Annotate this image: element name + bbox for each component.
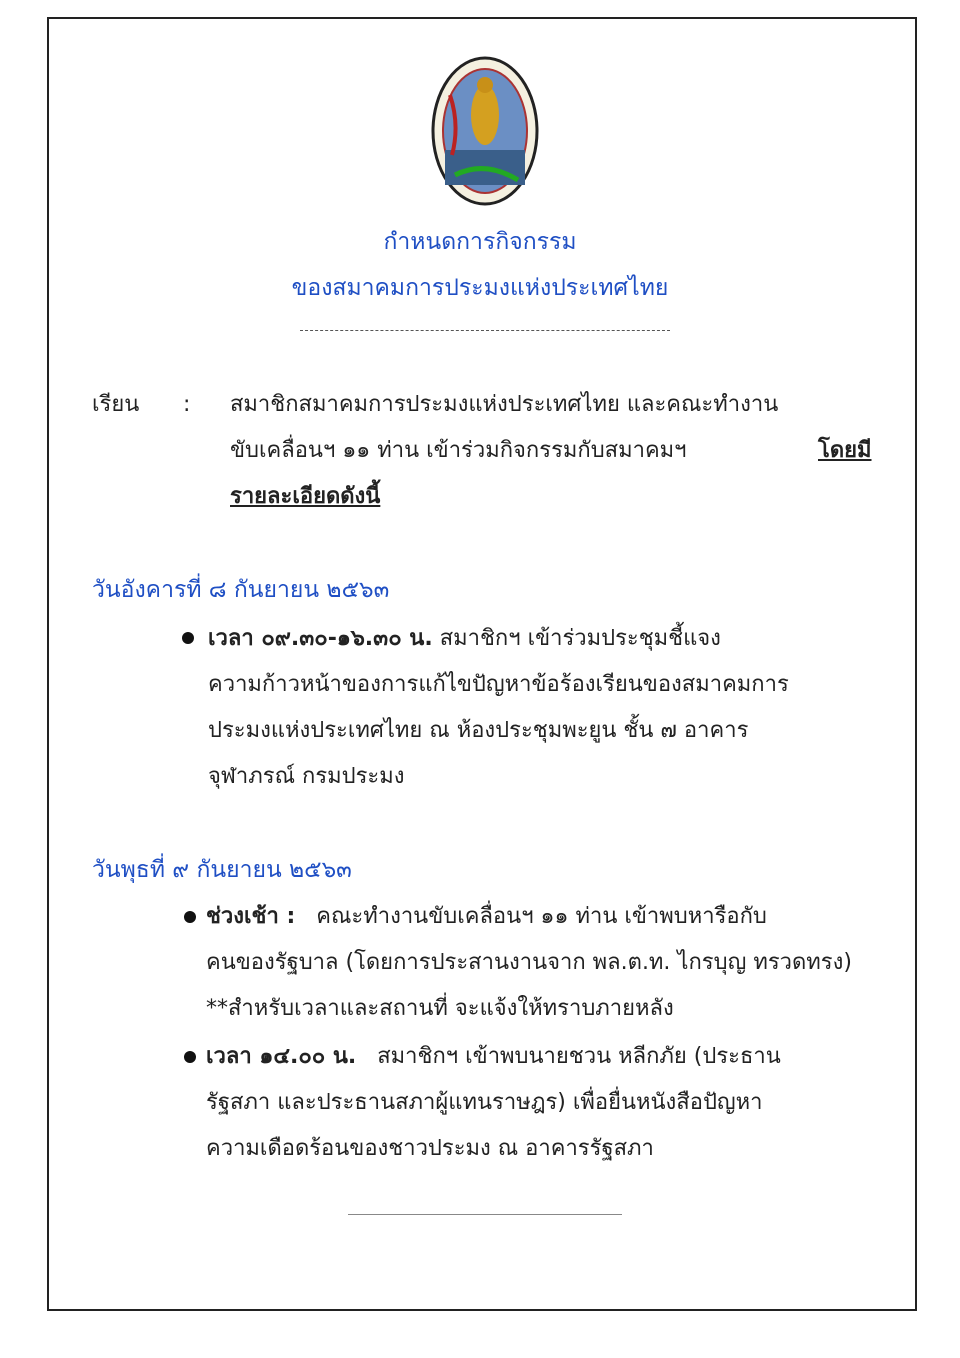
item-line: [206, 894, 767, 940]
association-seal-logo: [430, 55, 540, 207]
item-line: [208, 616, 721, 662]
title-divider: [300, 330, 670, 331]
item-time: เวลา ๑๔.๐๐ น.: [206, 1044, 357, 1069]
item-time: เวลา ๐๙.๓๐-๑๖.๓๐ น.: [208, 626, 433, 651]
item-line: รัฐสภา และประธานสภาผู้แทนราษฎร) เพื่อยื่นหนังสือปัญหา: [206, 1090, 763, 1115]
title-line-2: ของสมาคมการประมงแห่งประเทศไทย: [291, 275, 669, 301]
salutation-emphasis-1: [818, 428, 872, 474]
item-line: ประมงแห่งประเทศไทย ณ ห้องประชุมพะยูน ชั้น ๗ อาคาร: [208, 718, 749, 743]
item-line: คนของรัฐบาล (โดยการประสานงานจาก พล.ต.ท. ไกรบุญ ทรวดทรง): [206, 950, 852, 975]
bullet-icon: [184, 1051, 196, 1063]
item-text: สมาชิกฯ เข้าร่วมประชุมชี้แจง: [439, 626, 721, 651]
bullet-icon: [184, 911, 196, 923]
salutation-emphasis-text: โดยมี: [818, 438, 872, 463]
item-line: ความก้าวหน้าของการแก้ไขปัญหาข้อร้องเรียนของสมาคมการ: [208, 672, 789, 697]
day-heading-wednesday: วันพุธที่ ๙ กันยายน ๒๕๖๓: [92, 857, 352, 883]
salutation-emphasis-text-2: รายละเอียดดังนี้: [230, 484, 381, 509]
salutation-colon: :: [183, 392, 191, 417]
day-heading-tuesday: วันอังคารที่ ๘ กันยายน ๒๕๖๓: [92, 577, 390, 603]
bullet-icon: [182, 632, 194, 644]
salutation-label: เรียน: [92, 392, 140, 417]
title-line-1: กำหนดการกิจกรรม: [383, 229, 577, 255]
item-time: ช่วงเช้า :: [206, 904, 296, 929]
item-text: สมาชิกฯ เข้าพบนายชวน หลีกภัย (ประธาน: [377, 1044, 781, 1069]
salutation-line-1: สมาชิกสมาคมการประมงแห่งประเทศไทย และคณะทำงาน: [230, 392, 779, 417]
item-line: **สำหรับเวลาและสถานที่ จะแจ้งให้ทราบภายหลัง: [206, 996, 674, 1021]
item-line: ความเดือดร้อนของชาวประมง ณ อาคารรัฐสภา: [206, 1136, 654, 1161]
item-line: จุฬาภรณ์ กรมประมง: [208, 764, 405, 789]
item-line: [206, 1034, 781, 1080]
salutation-line-2: ขับเคลื่อนฯ ๑๑ ท่าน เข้าร่วมกิจกรรมกับสมาคมฯ: [230, 438, 687, 463]
salutation-emphasis-2: [230, 474, 380, 520]
end-divider: [348, 1214, 622, 1215]
item-text: คณะทำงานขับเคลื่อนฯ ๑๑ ท่าน เข้าพบหารือกับ: [316, 904, 767, 929]
